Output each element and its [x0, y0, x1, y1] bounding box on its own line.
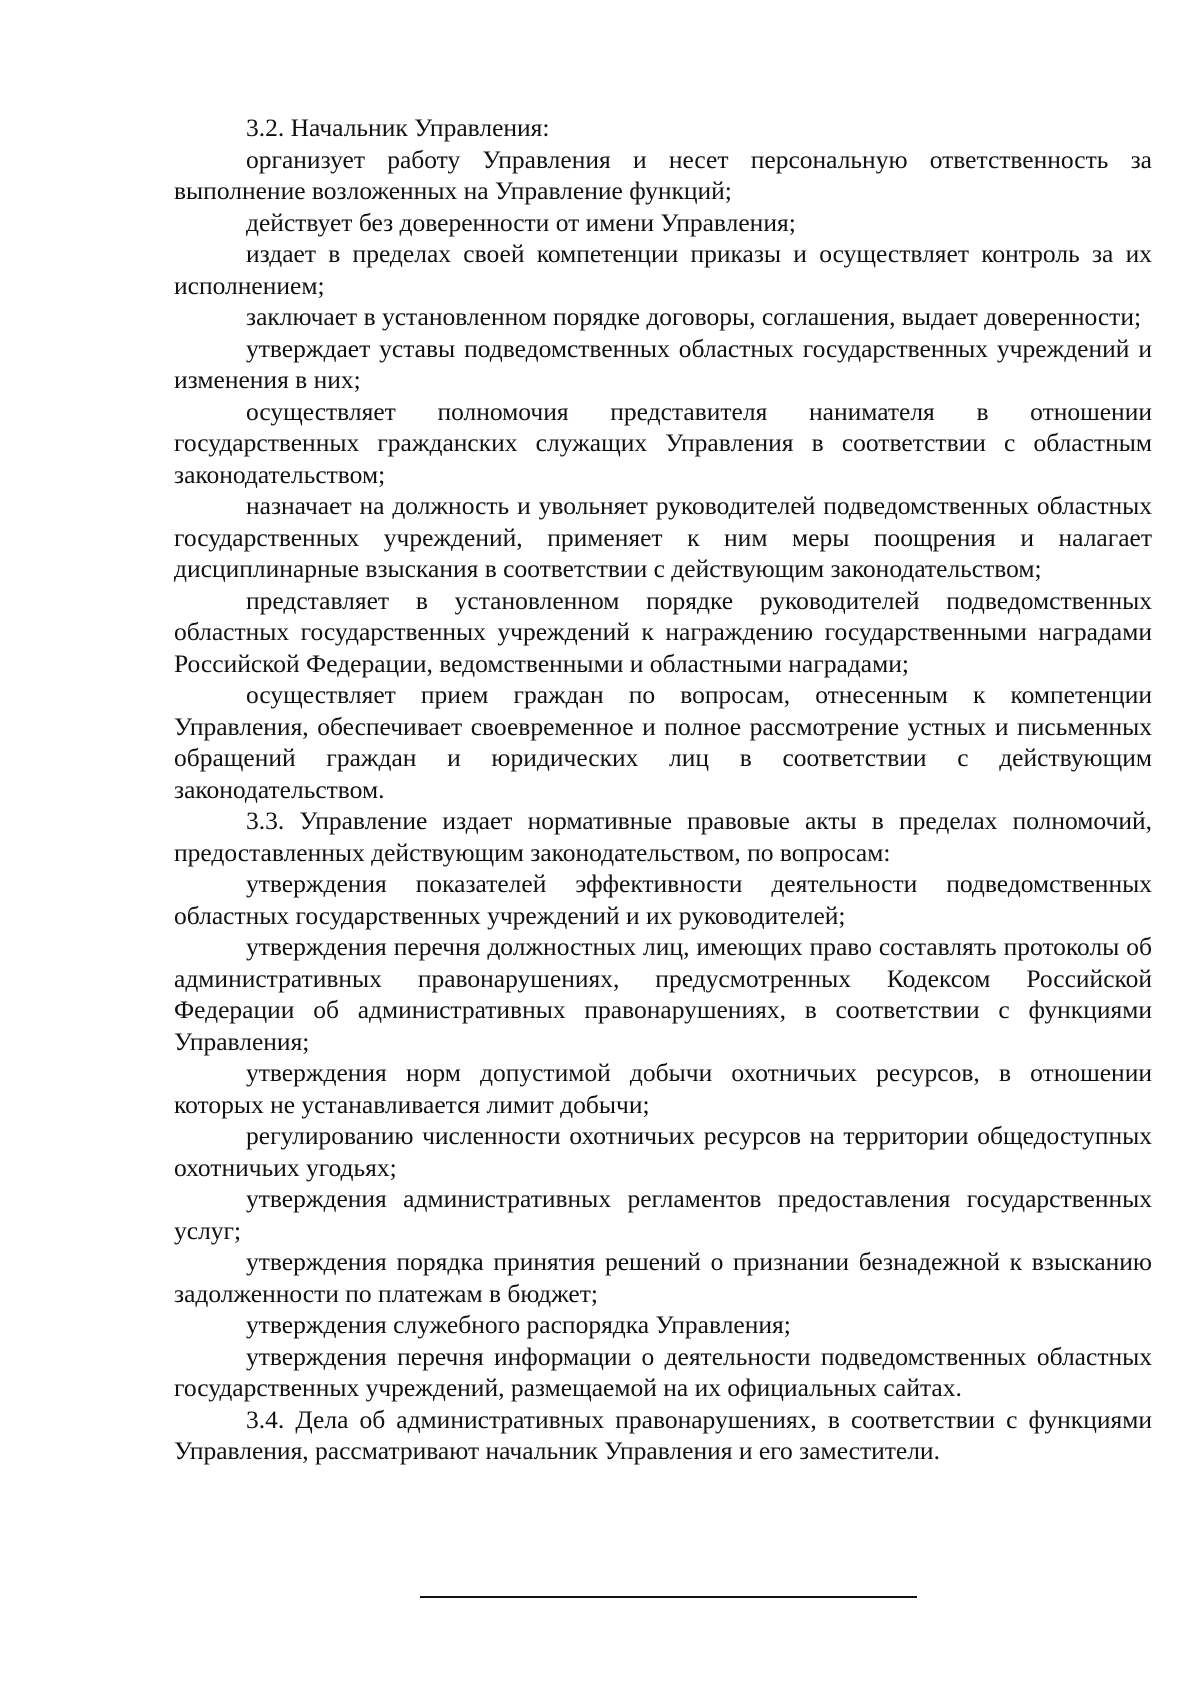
paragraph: утверждения перечня должностных лиц, имеющих право составлять протоколы об административных правонарушениях, предусмотренных Кодексом Российской Федерации об административных правонарушениях, в соответствии с функциями Управления;: [174, 932, 1152, 1056]
paragraph: представляет в установленном порядке руководителей подведомственных областных государственных учреждений к награждению государственными наградами Российской Федерации, ведомственными и областными наградами;: [174, 585, 1152, 678]
section-3-3-paragraph: 3.3. Управление издает нормативные правовые акты в пределах полномочий, предоставленных действующим законодательством, по вопросам:: [174, 806, 1152, 867]
paragraph: осуществляет прием граждан по вопросам, отнесенным к компетенции Управления, обеспечивает своевременное и полное рассмотрение устных и письменных обращений граждан и юридических лиц в соответствии с действующим законодательством.: [174, 680, 1152, 804]
paragraph: издает в пределах своей компетенции приказы и осуществляет контроль за их исполнением;: [174, 239, 1152, 300]
paragraph: организует работу Управления и несет персональную ответственность за выполнение возложенных на Управление функций;: [174, 144, 1152, 205]
document-body: [174, 112, 1152, 1467]
section-3-4-paragraph: 3.4. Дела об административных правонарушениях, в соответствии с функциями Управления, рассматривают начальник Управления и его заместители.: [174, 1404, 1152, 1465]
paragraph: заключает в установленном порядке договоры, соглашения, выдает доверенности;: [246, 302, 1142, 331]
paragraph: утверждения порядка принятия решений о признании безнадежной к взысканию задолженности по платежам в бюджет;: [174, 1247, 1152, 1308]
paragraph: действует без доверенности от имени Управления;: [246, 207, 796, 237]
paragraph: утверждения перечня информации о деятельности подведомственных областных государственных учреждений, размещаемой на их официальных сайтах.: [174, 1341, 1152, 1402]
paragraph: утверждения служебного распорядка Управления;: [246, 1310, 791, 1339]
paragraph: утверждает уставы подведомственных областных государственных учреждений и изменения в них;: [174, 333, 1152, 394]
paragraph: осуществляет полномочия представителя нанимателя в отношении государственных гражданских служащих Управления в соответствии с областным законодательством;: [174, 396, 1152, 489]
paragraph: назначает на должность и увольняет руководителей подведомственных областных государственных учреждений, применяет к ним меры поощрения и налагает дисциплинарные взыскания в соответствии с действующим законодательством;: [174, 491, 1152, 583]
paragraph: утверждения административных регламентов предоставления государственных услуг;: [174, 1184, 1152, 1245]
closing-rule: [420, 1596, 917, 1598]
paragraph: регулированию численности охотничьих ресурсов на территории общедоступных охотничьих угодьях;: [174, 1121, 1152, 1182]
paragraph: утверждения норм допустимой добычи охотничьих ресурсов, в отношении которых не устанавливается лимит добычи;: [174, 1058, 1152, 1119]
section-3-2-heading: 3.2. Начальник Управления:: [246, 113, 550, 142]
paragraph: утверждения показателей эффективности деятельности подведомственных областных государственных учреждений и их руководителей;: [174, 869, 1152, 930]
